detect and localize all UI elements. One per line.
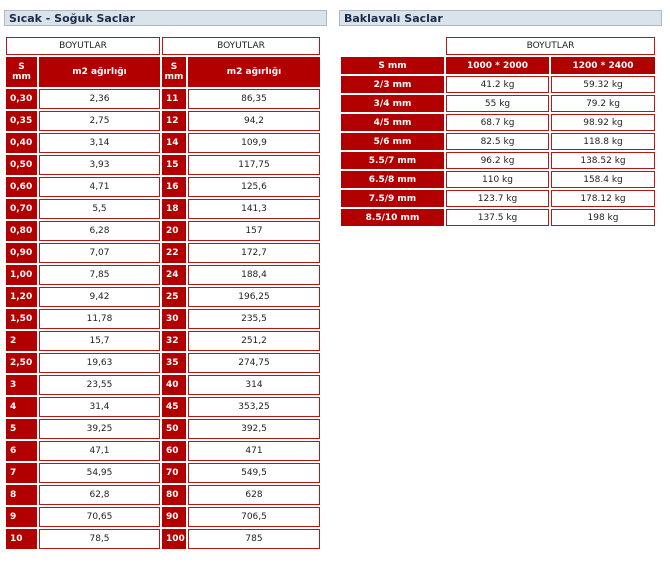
thickness-cell: 20	[162, 221, 186, 241]
table-row	[341, 95, 655, 112]
thickness-cell: 7.5/9 mm	[341, 190, 444, 207]
weight-1200x2400-cell: 158.4 kg	[551, 171, 655, 188]
table-row	[6, 463, 320, 483]
weight-cell: 3,93	[39, 155, 160, 175]
table-hot-cold	[4, 35, 322, 551]
weight-1200x2400-cell: 178.12 kg	[551, 190, 655, 207]
weight-1000x2000-cell: 110 kg	[446, 171, 549, 188]
weight-cell: 235,5	[188, 309, 320, 329]
thickness-cell: 0,80	[6, 221, 37, 241]
weight-cell: 2,75	[39, 111, 160, 131]
thickness-cell: 2	[6, 331, 37, 351]
weight-1200x2400-cell: 98.92 kg	[551, 114, 655, 131]
thickness-cell: 2/3 mm	[341, 76, 444, 93]
thickness-cell: 3/4 mm	[341, 95, 444, 112]
table-row	[6, 485, 320, 505]
table-row	[6, 221, 320, 241]
thickness-cell: 0,40	[6, 133, 37, 153]
col-header-s-right: S mm	[341, 57, 444, 74]
table-row	[6, 397, 320, 417]
thickness-cell: 8.5/10 mm	[341, 209, 444, 226]
weight-cell: 628	[188, 485, 320, 505]
weight-cell: 125,6	[188, 177, 320, 197]
weight-cell: 94,2	[188, 111, 320, 131]
weight-cell: 4,71	[39, 177, 160, 197]
weight-cell: 141,3	[188, 199, 320, 219]
weight-cell: 19,63	[39, 353, 160, 373]
thickness-cell: 0,60	[6, 177, 37, 197]
col-header-weight-b: m2 ağırlığı	[188, 57, 320, 87]
thickness-cell: 10	[6, 529, 37, 549]
weight-cell: 3,14	[39, 133, 160, 153]
thickness-cell: 4/5 mm	[341, 114, 444, 131]
thickness-cell: 2,50	[6, 353, 37, 373]
table-row	[341, 171, 655, 188]
table-row	[6, 419, 320, 439]
thickness-cell: 5	[6, 419, 37, 439]
thickness-cell: 14	[162, 133, 186, 153]
group-header-b: BOYUTLAR	[162, 37, 320, 55]
thickness-cell: 11	[162, 89, 186, 109]
table-row	[6, 331, 320, 351]
thickness-cell: 90	[162, 507, 186, 527]
thickness-cell: 5/6 mm	[341, 133, 444, 150]
weight-cell: 54,95	[39, 463, 160, 483]
table-row	[6, 155, 320, 175]
weight-cell: 706,5	[188, 507, 320, 527]
weight-1000x2000-cell: 96.2 kg	[446, 152, 549, 169]
table-row	[6, 199, 320, 219]
thickness-cell: 4	[6, 397, 37, 417]
table-row	[341, 209, 655, 226]
weight-1000x2000-cell: 137.5 kg	[446, 209, 549, 226]
weight-1200x2400-cell: 198 kg	[551, 209, 655, 226]
weight-cell: 157	[188, 221, 320, 241]
thickness-cell: 0,90	[6, 243, 37, 263]
col-header-s-a: S mm	[6, 57, 37, 87]
thickness-cell: 22	[162, 243, 186, 263]
weight-1200x2400-cell: 59.32 kg	[551, 76, 655, 93]
col-header-weight-a: m2 ağırlığı	[39, 57, 160, 87]
table-row	[341, 133, 655, 150]
thickness-cell: 6	[6, 441, 37, 461]
weight-cell: 196,25	[188, 287, 320, 307]
weight-cell: 9,42	[39, 287, 160, 307]
weight-cell: 785	[188, 529, 320, 549]
table-row	[341, 114, 655, 131]
thickness-cell: 6.5/8 mm	[341, 171, 444, 188]
thickness-cell: 0,35	[6, 111, 37, 131]
weight-1200x2400-cell: 138.52 kg	[551, 152, 655, 169]
weight-cell: 353,25	[188, 397, 320, 417]
weight-1200x2400-cell: 118.8 kg	[551, 133, 655, 150]
col-header-1200x2400: 1200 * 2400	[551, 57, 655, 74]
thickness-cell: 45	[162, 397, 186, 417]
table-row	[6, 243, 320, 263]
table-checkered	[339, 35, 657, 228]
weight-cell: 314	[188, 375, 320, 395]
weight-cell: 109,9	[188, 133, 320, 153]
col-header-s-b: S mm	[162, 57, 186, 87]
section-title-checkered: Baklavalı Saclar	[339, 10, 662, 26]
weight-cell: 62,8	[39, 485, 160, 505]
thickness-cell: 1,00	[6, 265, 37, 285]
table-row	[6, 89, 320, 109]
thickness-cell: 18	[162, 199, 186, 219]
table-row	[6, 507, 320, 527]
weight-cell: 6,28	[39, 221, 160, 241]
table-row	[341, 152, 655, 169]
weight-cell: 11,78	[39, 309, 160, 329]
table-row	[6, 265, 320, 285]
thickness-cell: 9	[6, 507, 37, 527]
thickness-cell: 60	[162, 441, 186, 461]
thickness-cell: 70	[162, 463, 186, 483]
thickness-cell: 8	[6, 485, 37, 505]
thickness-cell: 40	[162, 375, 186, 395]
thickness-cell: 16	[162, 177, 186, 197]
thickness-cell: 15	[162, 155, 186, 175]
weight-cell: 47,1	[39, 441, 160, 461]
weight-1000x2000-cell: 41.2 kg	[446, 76, 549, 93]
thickness-cell: 80	[162, 485, 186, 505]
weight-cell: 5,5	[39, 199, 160, 219]
weight-cell: 117,75	[188, 155, 320, 175]
weight-cell: 86,35	[188, 89, 320, 109]
weight-cell: 78,5	[39, 529, 160, 549]
weight-cell: 23,55	[39, 375, 160, 395]
thickness-cell: 35	[162, 353, 186, 373]
weight-1000x2000-cell: 82.5 kg	[446, 133, 549, 150]
thickness-cell: 24	[162, 265, 186, 285]
thickness-cell: 12	[162, 111, 186, 131]
table-row	[6, 529, 320, 549]
weight-cell: 471	[188, 441, 320, 461]
weight-cell: 392,5	[188, 419, 320, 439]
group-header-right: BOYUTLAR	[446, 37, 655, 55]
table-row	[6, 287, 320, 307]
weight-cell: 549,5	[188, 463, 320, 483]
table-row	[6, 133, 320, 153]
weight-cell: 7,07	[39, 243, 160, 263]
table-row	[6, 353, 320, 373]
thickness-cell: 3	[6, 375, 37, 395]
thickness-cell: 30	[162, 309, 186, 329]
thickness-cell: 25	[162, 287, 186, 307]
weight-1200x2400-cell: 79.2 kg	[551, 95, 655, 112]
table-row	[6, 309, 320, 329]
table-row	[341, 190, 655, 207]
thickness-cell: 7	[6, 463, 37, 483]
thickness-cell: 0,50	[6, 155, 37, 175]
weight-cell: 172,7	[188, 243, 320, 263]
thickness-cell: 50	[162, 419, 186, 439]
thickness-cell: 0,30	[6, 89, 37, 109]
weight-1000x2000-cell: 123.7 kg	[446, 190, 549, 207]
thickness-cell: 1,50	[6, 309, 37, 329]
col-header-1000x2000: 1000 * 2000	[446, 57, 549, 74]
weight-cell: 39,25	[39, 419, 160, 439]
weight-cell: 15,7	[39, 331, 160, 351]
weight-1000x2000-cell: 55 kg	[446, 95, 549, 112]
weight-1000x2000-cell: 68.7 kg	[446, 114, 549, 131]
thickness-cell: 5.5/7 mm	[341, 152, 444, 169]
weight-cell: 251,2	[188, 331, 320, 351]
thickness-cell: 100	[162, 529, 186, 549]
thickness-cell: 0,70	[6, 199, 37, 219]
thickness-cell: 32	[162, 331, 186, 351]
table-row	[6, 177, 320, 197]
weight-cell: 2,36	[39, 89, 160, 109]
weight-cell: 7,85	[39, 265, 160, 285]
weight-cell: 31,4	[39, 397, 160, 417]
table-row	[6, 111, 320, 131]
weight-cell: 274,75	[188, 353, 320, 373]
section-title-hot-cold: Sıcak - Soğuk Saclar	[4, 10, 327, 26]
weight-cell: 188,4	[188, 265, 320, 285]
table-row	[6, 441, 320, 461]
weight-cell: 70,65	[39, 507, 160, 527]
table-row	[341, 76, 655, 93]
group-header-a: BOYUTLAR	[6, 37, 160, 55]
table-row	[6, 375, 320, 395]
thickness-cell: 1,20	[6, 287, 37, 307]
